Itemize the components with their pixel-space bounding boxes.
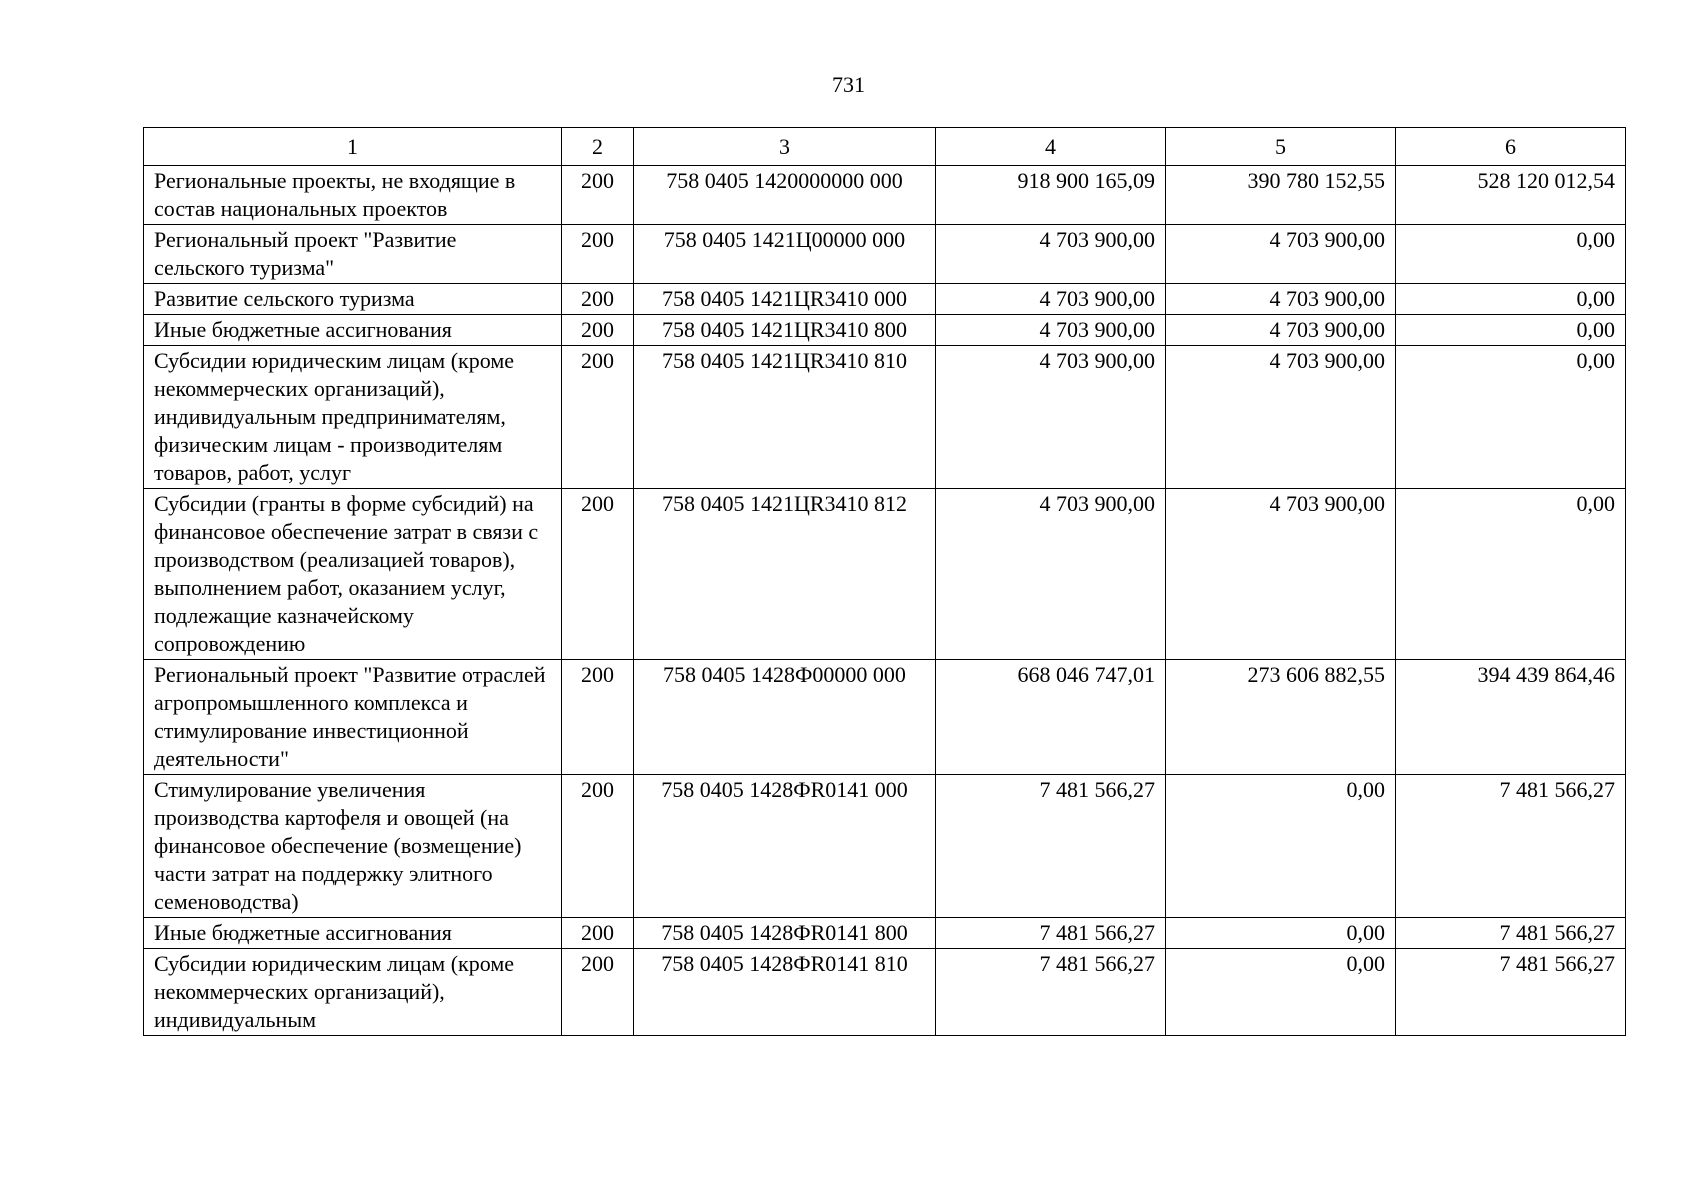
row-name-cell: Региональный проект "Развитие отраслей агропромышленного комплекса и стимулирование инвестиционной деятельности" bbox=[144, 660, 562, 775]
row-amount-col5-cell: 0,00 bbox=[1166, 775, 1396, 918]
table-body bbox=[144, 128, 1626, 1036]
row-amount-col5-cell: 4 703 900,00 bbox=[1166, 284, 1396, 315]
header-cell-4: 4 bbox=[936, 128, 1166, 166]
row-kbk-cell: 758 0405 1428ФR0141 000 bbox=[634, 775, 936, 918]
row-kbk-cell: 758 0405 1428ФR0141 800 bbox=[634, 918, 936, 949]
row-code-cell: 200 bbox=[562, 284, 634, 315]
row-code-cell: 200 bbox=[562, 775, 634, 918]
row-amount-col5-cell: 4 703 900,00 bbox=[1166, 315, 1396, 346]
row-amount-col4-cell: 4 703 900,00 bbox=[936, 225, 1166, 284]
row-kbk-cell: 758 0405 1421ЦR3410 810 bbox=[634, 346, 936, 489]
row-amount-col4-cell: 918 900 165,09 bbox=[936, 166, 1166, 225]
row-amount-col5-cell: 273 606 882,55 bbox=[1166, 660, 1396, 775]
row-kbk-cell: 758 0405 1428Ф00000 000 bbox=[634, 660, 936, 775]
row-code-cell: 200 bbox=[562, 918, 634, 949]
row-amount-col6-cell: 0,00 bbox=[1396, 284, 1626, 315]
row-code-cell: 200 bbox=[562, 660, 634, 775]
page-number: 731 bbox=[832, 72, 865, 97]
row-amount-col6-cell: 0,00 bbox=[1396, 346, 1626, 489]
row-amount-col4-cell: 668 046 747,01 bbox=[936, 660, 1166, 775]
row-kbk-cell: 758 0405 1428ФR0141 810 bbox=[634, 949, 936, 1036]
row-amount-col6-cell: 0,00 bbox=[1396, 489, 1626, 660]
row-amount-col4-cell: 7 481 566,27 bbox=[936, 949, 1166, 1036]
row-name-cell: Развитие сельского туризма bbox=[144, 284, 562, 315]
table-header-row bbox=[144, 128, 1626, 166]
row-name-cell: Субсидии юридическим лицам (кроме некоммерческих организаций), индивидуальным bbox=[144, 949, 562, 1036]
row-amount-col5-cell: 390 780 152,55 bbox=[1166, 166, 1396, 225]
row-code-cell: 200 bbox=[562, 225, 634, 284]
row-amount-col6-cell: 394 439 864,46 bbox=[1396, 660, 1626, 775]
row-name-cell: Иные бюджетные ассигнования bbox=[144, 315, 562, 346]
table-row bbox=[144, 949, 1626, 1036]
row-code-cell: 200 bbox=[562, 489, 634, 660]
row-code-cell: 200 bbox=[562, 315, 634, 346]
row-kbk-cell: 758 0405 1421ЦR3410 800 bbox=[634, 315, 936, 346]
table-row bbox=[144, 660, 1626, 775]
row-amount-col6-cell: 7 481 566,27 bbox=[1396, 918, 1626, 949]
table-row bbox=[144, 775, 1626, 918]
table-row bbox=[144, 225, 1626, 284]
row-code-cell: 200 bbox=[562, 346, 634, 489]
row-amount-col6-cell: 0,00 bbox=[1396, 225, 1626, 284]
row-kbk-cell: 758 0405 1421ЦR3410 000 bbox=[634, 284, 936, 315]
row-name-cell: Региональные проекты, не входящие в состав национальных проектов bbox=[144, 166, 562, 225]
row-kbk-cell: 758 0405 1420000000 000 bbox=[634, 166, 936, 225]
table-row bbox=[144, 918, 1626, 949]
row-name-cell: Региональный проект "Развитие сельского туризма" bbox=[144, 225, 562, 284]
row-amount-col6-cell: 7 481 566,27 bbox=[1396, 775, 1626, 918]
row-amount-col4-cell: 4 703 900,00 bbox=[936, 489, 1166, 660]
row-amount-col4-cell: 4 703 900,00 bbox=[936, 346, 1166, 489]
header-cell-1: 1 bbox=[144, 128, 562, 166]
row-amount-col5-cell: 0,00 bbox=[1166, 918, 1396, 949]
row-code-cell: 200 bbox=[562, 949, 634, 1036]
row-amount-col6-cell: 0,00 bbox=[1396, 315, 1626, 346]
row-amount-col6-cell: 7 481 566,27 bbox=[1396, 949, 1626, 1036]
row-amount-col4-cell: 7 481 566,27 bbox=[936, 918, 1166, 949]
row-amount-col5-cell: 0,00 bbox=[1166, 949, 1396, 1036]
row-name-cell: Субсидии (гранты в форме субсидий) на финансовое обеспечение затрат в связи с производством (реализацией товаров), выполнением работ, оказанием услуг, подлежащие казначейскому сопровождению bbox=[144, 489, 562, 660]
row-name-cell: Иные бюджетные ассигнования bbox=[144, 918, 562, 949]
header-cell-5: 5 bbox=[1166, 128, 1396, 166]
header-cell-3: 3 bbox=[634, 128, 936, 166]
table-row bbox=[144, 315, 1626, 346]
row-kbk-cell: 758 0405 1421ЦR3410 812 bbox=[634, 489, 936, 660]
row-name-cell: Субсидии юридическим лицам (кроме некоммерческих организаций), индивидуальным предпринимателям, физическим лицам - производителям товаров, работ, услуг bbox=[144, 346, 562, 489]
header-cell-6: 6 bbox=[1396, 128, 1626, 166]
row-name-cell: Стимулирование увеличения производства картофеля и овощей (на финансовое обеспечение (возмещение) части затрат на поддержку элитного семеноводства) bbox=[144, 775, 562, 918]
row-amount-col4-cell: 7 481 566,27 bbox=[936, 775, 1166, 918]
table-row bbox=[144, 166, 1626, 225]
budget-table bbox=[143, 127, 1626, 1036]
row-code-cell: 200 bbox=[562, 166, 634, 225]
table-row bbox=[144, 489, 1626, 660]
table-row bbox=[144, 346, 1626, 489]
row-amount-col5-cell: 4 703 900,00 bbox=[1166, 225, 1396, 284]
row-amount-col5-cell: 4 703 900,00 bbox=[1166, 346, 1396, 489]
table-row bbox=[144, 284, 1626, 315]
header-cell-2: 2 bbox=[562, 128, 634, 166]
row-amount-col6-cell: 528 120 012,54 bbox=[1396, 166, 1626, 225]
row-amount-col4-cell: 4 703 900,00 bbox=[936, 284, 1166, 315]
row-amount-col5-cell: 4 703 900,00 bbox=[1166, 489, 1396, 660]
row-kbk-cell: 758 0405 1421Ц00000 000 bbox=[634, 225, 936, 284]
row-amount-col4-cell: 4 703 900,00 bbox=[936, 315, 1166, 346]
